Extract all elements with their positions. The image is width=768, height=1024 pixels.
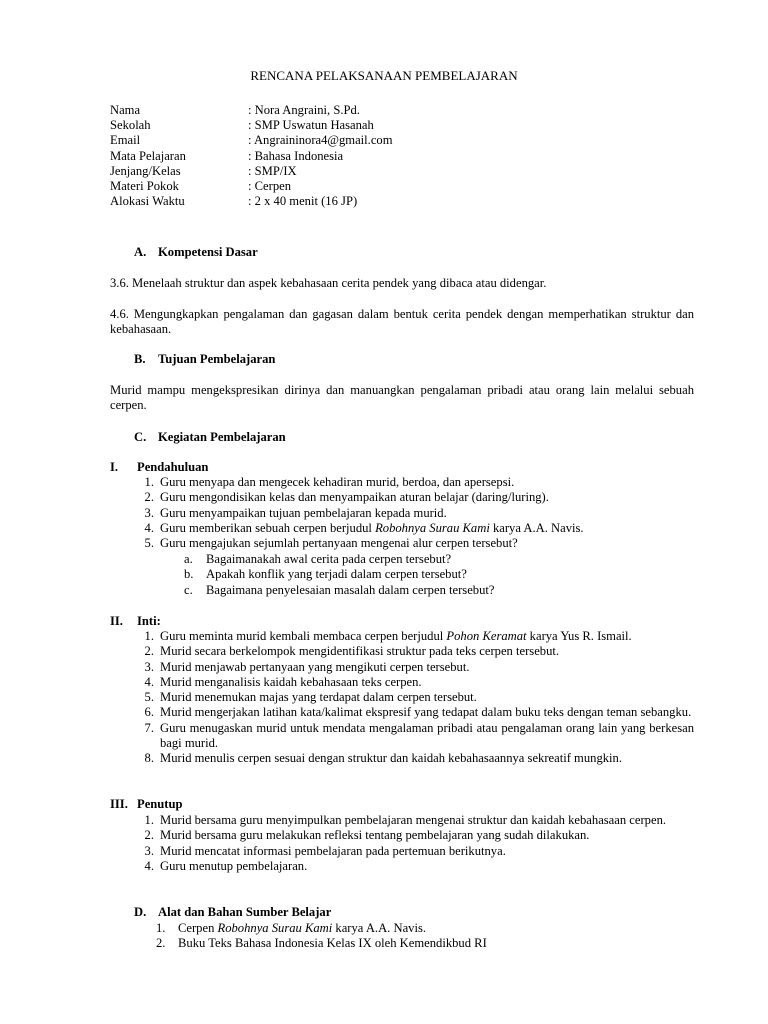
item-text: Guru meminta murid kembali membaca cerpen berjudul Pohon Keramat karya Yus R. Ismail. xyxy=(160,629,632,643)
list-item xyxy=(136,721,694,752)
identity-value: : 2 x 40 menit (16 JP) xyxy=(248,194,358,209)
list-item xyxy=(136,644,694,659)
item-text: Murid menulis cerpen sesuai dengan struktur dan kaidah kebahasaannya sekreatif mungkin. xyxy=(160,751,622,766)
identity-row xyxy=(110,179,710,194)
list-item xyxy=(136,521,694,536)
list-item xyxy=(136,660,694,675)
identity-value: : Angraininora4@gmail.com xyxy=(248,133,393,148)
item-text: Murid menganalisis kaidah kebahasaan teks cerpen. xyxy=(160,674,422,689)
item-number: 2. xyxy=(156,936,166,951)
part-numeral: I. xyxy=(110,460,119,474)
pendahuluan-sublist xyxy=(184,552,494,598)
item-number: 3. xyxy=(144,659,154,674)
inti-heading xyxy=(110,614,161,629)
item-text: Guru menyampaikan tujuan pembelajaran kepada murid. xyxy=(160,505,447,520)
item-text: Murid secara berkelompok mengidentifikasi struktur pada teks cerpen tersebut. xyxy=(160,644,560,659)
part-title: Penutup xyxy=(137,797,183,811)
part-title: Pendahuluan xyxy=(137,460,209,474)
item-text: Guru menutup pembelajaran. xyxy=(160,858,308,873)
identity-row xyxy=(110,164,710,179)
list-item xyxy=(136,675,694,690)
list-item xyxy=(136,705,694,720)
section-letter: B. xyxy=(134,352,146,366)
section-title: Kegiatan Pembelajaran xyxy=(158,430,286,444)
section-letter: A. xyxy=(134,245,147,259)
list-item xyxy=(136,475,694,490)
list-item xyxy=(156,921,694,936)
identity-label: Email xyxy=(110,133,141,148)
item-number: 3. xyxy=(144,843,154,858)
part-numeral: III. xyxy=(110,797,128,811)
list-item xyxy=(136,813,694,828)
document-title: RENCANA PELAKSANAAN PEMBELAJARAN xyxy=(250,68,518,83)
item-number: 3. xyxy=(144,505,154,520)
book-title: Pohon Keramat xyxy=(446,629,527,643)
section-letter: D. xyxy=(134,905,147,919)
identity-label: Jenjang/Kelas xyxy=(110,163,181,178)
item-number: 2. xyxy=(144,490,154,505)
item-number: 4. xyxy=(144,520,154,535)
item-number: 2. xyxy=(144,828,154,843)
list-item xyxy=(136,506,694,521)
inti-list xyxy=(136,629,694,767)
item-number: 6. xyxy=(144,705,154,720)
identity-value: : Bahasa Indonesia xyxy=(248,148,344,163)
section-title: Alat dan Bahan Sumber Belajar xyxy=(158,905,332,919)
list-item xyxy=(136,490,694,505)
sub-item xyxy=(184,552,494,567)
item-number: 1. xyxy=(144,475,154,489)
section-title: Kompetensi Dasar xyxy=(158,245,258,259)
pendahuluan-list xyxy=(136,475,694,551)
item-text: Guru mengondisikan kelas dan menyampaikan aturan belajar (daring/luring). xyxy=(160,490,549,505)
identity-label: Mata Pelajaran xyxy=(110,148,186,163)
item-text: Murid bersama guru menyimpulkan pembelajaran mengenai struktur dan kaidah kebahasaan cerpen. xyxy=(160,813,667,827)
item-number: 4. xyxy=(144,674,154,689)
item-text: Buku Teks Bahasa Indonesia Kelas IX oleh Kemendikbud RI xyxy=(178,936,487,951)
list-item xyxy=(136,844,694,859)
item-number: 2. xyxy=(144,644,154,659)
item-text: Murid mencatat informasi pembelajaran pada pertemuan berikutnya. xyxy=(160,843,506,858)
sub-item-letter: b. xyxy=(184,567,194,582)
sumber-list xyxy=(156,921,694,952)
list-item xyxy=(136,690,694,705)
sub-item-letter: c. xyxy=(184,582,193,597)
sub-item xyxy=(184,583,494,598)
kompetensi-dasar-4-6: 4.6. Mengungkapkan pengalaman dan gagasan dalam bentuk cerita pendek dengan memperhatikan struktur dan kebahasaan. xyxy=(110,307,694,337)
item-text: Murid menemukan majas yang terdapat dalam cerpen tersebut. xyxy=(160,690,477,705)
sub-item-text: Apakah konflik yang terjadi dalam cerpen tersebut? xyxy=(206,567,467,582)
item-number: 1. xyxy=(156,921,166,935)
sub-item-letter: a. xyxy=(184,552,193,566)
item-number: 1. xyxy=(144,813,154,827)
list-item xyxy=(156,936,694,951)
identity-label: Sekolah xyxy=(110,118,151,133)
item-number: 8. xyxy=(144,751,154,766)
list-item xyxy=(136,751,694,766)
identity-row xyxy=(110,103,710,118)
item-text: Murid bersama guru melakukan refleksi tentang pembelajaran yang sudah dilakukan. xyxy=(160,828,590,843)
item-number: 5. xyxy=(144,536,154,551)
identity-label: Alokasi Waktu xyxy=(110,194,185,209)
part-numeral: II. xyxy=(110,614,123,628)
item-number: 1. xyxy=(144,629,154,643)
pendahuluan-heading xyxy=(110,460,208,475)
section-d-heading xyxy=(110,905,694,920)
section-title: Tujuan Pembelajaran xyxy=(158,352,276,366)
item-number: 7. xyxy=(144,720,154,735)
item-text: Guru menyapa dan mengecek kehadiran murid, berdoa, dan apersepsi. xyxy=(160,475,515,489)
item-text: Cerpen Robohnya Surau Kami karya A.A. Navis. xyxy=(178,921,426,935)
list-item xyxy=(136,629,694,644)
identity-value: : Cerpen xyxy=(248,178,292,193)
penutup-list xyxy=(136,813,694,874)
identity-row xyxy=(110,133,710,148)
sub-item xyxy=(184,567,494,582)
item-number: 5. xyxy=(144,690,154,705)
book-title: Robohnya Surau Kami xyxy=(375,520,490,535)
list-item xyxy=(136,828,694,843)
identity-label: Materi Pokok xyxy=(110,178,179,193)
item-text: Guru mengajukan sejumlah pertanyaan mengenai alur cerpen tersebut? xyxy=(160,536,518,551)
item-text: Guru memberikan sebuah cerpen berjudul Robohnya Surau Kami karya A.A. Navis. xyxy=(160,520,584,535)
identity-row xyxy=(110,194,710,209)
section-a-heading xyxy=(110,245,694,260)
sub-item-text: Bagaimana penyelesaian masalah dalam cerpen tersebut? xyxy=(206,582,495,597)
item-text: Guru menugaskan murid untuk mendata mengalaman pribadi atau pengalaman orang lain yang berkesan bagi murid. xyxy=(160,720,694,751)
identity-value: : SMP Uswatun Hasanah xyxy=(248,118,374,133)
identity-row xyxy=(110,118,710,133)
identity-row xyxy=(110,149,710,164)
identity-value: : Nora Angraini, S.Pd. xyxy=(248,103,360,117)
penutup-heading xyxy=(110,797,183,812)
identity-value: : SMP/IX xyxy=(248,163,297,178)
item-text: Murid mengerjakan latihan kata/kalimat ekspresif yang tedapat dalam buku teks dengan teman sebangku. xyxy=(160,705,692,720)
identity-table xyxy=(110,103,710,209)
section-c-heading xyxy=(110,430,694,445)
list-item xyxy=(136,859,694,874)
identity-label: Nama xyxy=(110,103,141,117)
book-title: Robohnya Surau Kami xyxy=(217,921,333,935)
part-title: Inti: xyxy=(137,614,161,628)
section-letter: C. xyxy=(134,430,147,444)
section-b-heading xyxy=(110,352,694,367)
tujuan-paragraph: Murid mampu mengekspresikan dirinya dan manuangkan pengalaman pribadi atau orang lain melalui sebuah cerpen. xyxy=(110,383,694,413)
item-number: 4. xyxy=(144,858,154,873)
sub-item-text: Bagaimanakah awal cerita pada cerpen tersebut? xyxy=(206,552,452,566)
kompetensi-dasar-3-6: 3.6. Menelaah struktur dan aspek kebahasaan cerita pendek yang dibaca atau didengar. xyxy=(110,276,547,290)
list-item xyxy=(136,536,694,551)
item-text: Murid menjawab pertanyaan yang mengikuti cerpen tersebut. xyxy=(160,659,470,674)
